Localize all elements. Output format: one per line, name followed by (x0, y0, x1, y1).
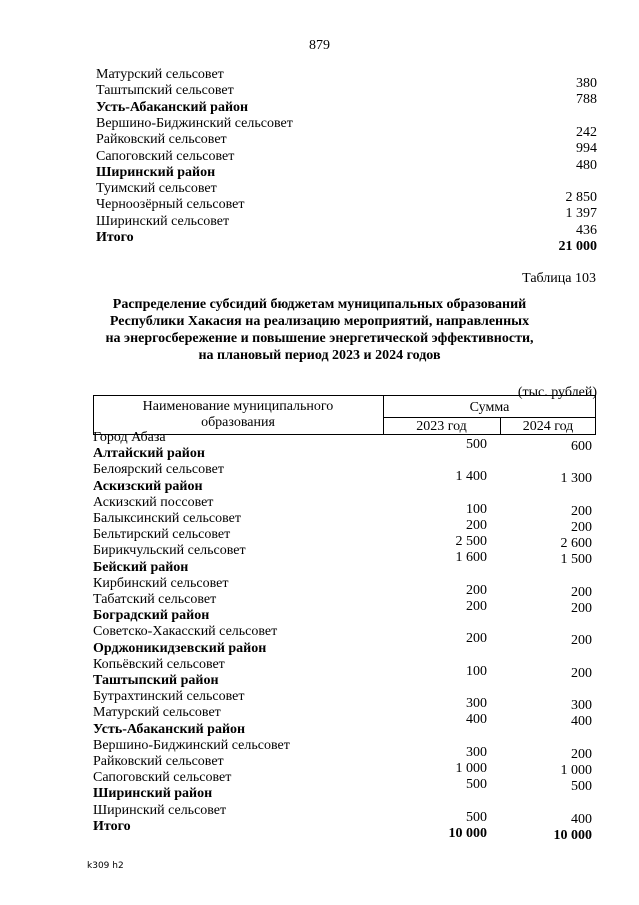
row-name: Табатский сельсовет (93, 592, 217, 607)
top-list-name: Сапоговский сельсовет (96, 148, 235, 164)
row-name: Копьёвский сельсовет (93, 656, 225, 672)
row-name: Алтайский район (93, 446, 205, 462)
row-value-2023: 1 600 (455, 550, 487, 566)
row-name: Советско-Хакасский сельсовет (93, 624, 278, 640)
row-name: Белоярский сельсовет (93, 462, 224, 478)
top-list-row (0, 230, 639, 254)
row-value-2023: 10 000 (448, 825, 487, 841)
row-name: Балыксинский сельсовет (93, 511, 241, 526)
top-list-value: 436 (576, 222, 597, 238)
top-list-row (0, 165, 639, 183)
top-list-name: Райковский сельсовет (96, 132, 227, 148)
title-line-4: на плановый период 2023 и 2024 годов (198, 348, 441, 363)
top-list-value: 21 000 (558, 239, 597, 254)
row-value-2023: 200 (466, 518, 487, 533)
header-year-2023: 2023 год (416, 419, 467, 434)
top-list-value: 788 (576, 92, 597, 108)
row-name: Бельтирский сельсовет (93, 527, 231, 543)
row-name: Бирикчульский сельсовет (93, 543, 246, 559)
header-name-line2: образования (201, 415, 275, 430)
row-value-2023: 300 (466, 744, 487, 760)
top-list-name: Черноозёрный сельсовет (96, 197, 245, 213)
row-value-2023: 1 000 (455, 761, 487, 776)
top-list-value: 1 397 (565, 206, 597, 222)
row-name: Ширинский сельсовет (93, 802, 227, 818)
row-value-2024: 400 (571, 811, 592, 827)
row-value-2024: 10 000 (553, 827, 592, 843)
top-list-value: 2 850 (565, 190, 597, 206)
row-value-2023: 1 400 (455, 469, 487, 485)
row-name: Вершино-Биджинский сельсовет (93, 737, 290, 753)
footer-code: k309 h2 (87, 861, 124, 871)
row-name: Аскизский поссовет (93, 494, 214, 510)
row-value-2024: 1 300 (560, 471, 592, 487)
top-list-name: Итого (96, 230, 134, 245)
row-value-2023: 500 (466, 777, 487, 793)
row-name: Усть-Абаканский район (93, 721, 246, 737)
top-list-name: Туимский сельсовет (96, 181, 217, 197)
row-value-2023: 100 (466, 663, 487, 679)
row-value-2024: 200 (571, 584, 592, 600)
top-list-value: 480 (576, 157, 597, 173)
header-year-2024: 2024 год (522, 419, 574, 434)
row-name: Орджоникидзевский район (93, 640, 267, 656)
row-value-2024: 200 (571, 520, 592, 535)
row-value-2024: 200 (571, 633, 592, 649)
row-name: Бейский район (93, 559, 189, 575)
table-label: Таблица 103 (522, 271, 596, 286)
row-value-2023: 200 (466, 582, 487, 598)
header-name-line1: Наименование муниципального (142, 399, 334, 414)
row-value-2024: 400 (571, 714, 592, 730)
row-value-2024: 200 (571, 746, 592, 762)
row-name: Сапоговский сельсовет (93, 770, 232, 786)
row-value-2024: 1 500 (560, 552, 592, 568)
row-name: Таштыпский район (93, 673, 219, 688)
row-value-2024: 200 (571, 665, 592, 681)
row-name: Боградский район (93, 608, 210, 624)
row-value-2023: 500 (466, 437, 487, 452)
top-list-row (0, 100, 639, 118)
header-divider-sum (383, 417, 596, 418)
table-row (0, 818, 639, 843)
top-list-name: Вершино-Биджинский сельсовет (96, 115, 293, 131)
header-sum: Сумма (469, 400, 510, 415)
page-number: 879 (309, 38, 330, 53)
row-value-2023: 100 (466, 501, 487, 517)
row-value-2023: 400 (466, 712, 487, 728)
top-list-name: Матурский сельсовет (96, 67, 224, 82)
row-name: Ширинский район (93, 786, 213, 802)
row-value-2024: 1 000 (560, 763, 592, 778)
units-label: (тыс. рублей) (517, 385, 597, 400)
title-line-1: Распределение субсидий бюджетам муниципальных образований (112, 297, 527, 312)
row-value-2024: 2 600 (560, 536, 592, 552)
row-value-2023: 300 (466, 696, 487, 712)
row-value-2024: 200 (571, 503, 592, 519)
row-name: Матурский сельсовет (93, 705, 221, 721)
row-name: Аскизский район (93, 478, 203, 494)
row-value-2023: 200 (466, 599, 487, 614)
top-list-name: Ширинский сельсовет (96, 213, 230, 229)
top-list-name: Усть-Абаканский район (96, 99, 249, 115)
row-value-2023: 200 (466, 631, 487, 647)
row-value-2023: 2 500 (455, 534, 487, 550)
row-value-2024: 500 (571, 779, 592, 795)
row-value-2024: 600 (571, 439, 592, 454)
row-value-2024: 200 (571, 601, 592, 616)
row-name: Кирбинский сельсовет (93, 575, 229, 591)
top-list-value: 994 (576, 141, 597, 157)
title-line-3: на энергосбережение и повышение энергетической эффективности, (105, 331, 534, 346)
top-list-name: Таштыпский сельсовет (96, 83, 234, 99)
title-line-2: Республики Хакасия на реализацию мероприятий, направленных (109, 314, 530, 329)
top-list-value: 242 (576, 124, 597, 140)
row-name: Бутрахтинский сельсовет (93, 689, 245, 705)
top-list-name: Ширинский район (96, 164, 216, 180)
row-name: Райковский сельсовет (93, 754, 224, 769)
top-list-value: 380 (576, 76, 597, 91)
row-name: Итого (93, 818, 131, 834)
row-value-2023: 500 (466, 809, 487, 825)
row-name: Город Абаза (93, 430, 166, 445)
row-value-2024: 300 (571, 698, 592, 714)
